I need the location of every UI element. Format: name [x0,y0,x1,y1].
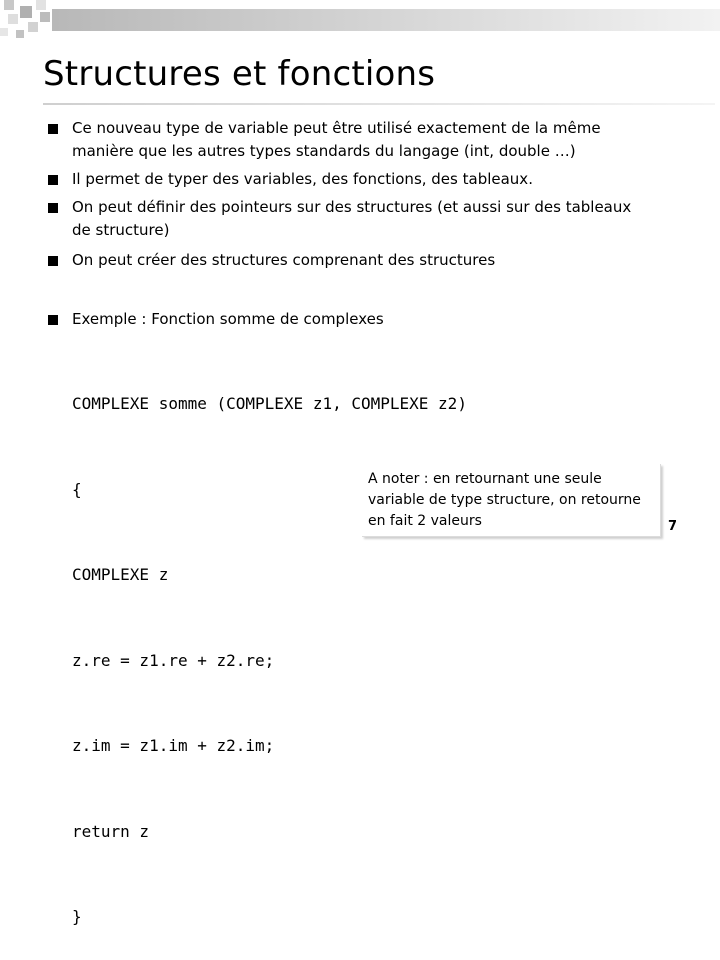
code-line: } [72,907,82,926]
bullet-text: On peut créer des structures comprenant des structures [72,251,496,269]
bullet-text: Ce nouveau type de variable peut être utilisé exactement de la même [72,119,601,137]
code-line: COMPLEXE z [72,565,169,584]
example-emphasis: somme [219,310,276,328]
bullet-text-continued: de structure) [72,221,170,239]
code-line: z.im = z1.im + z2.im; [72,736,275,755]
note-box [362,464,661,537]
code-line: COMPLEXE somme (COMPLEXE z1, COMPLEXE z2) [72,394,467,413]
title-divider [43,103,715,105]
bullet-marker [48,315,58,325]
bullet-text-example [72,308,384,330]
bullet-marker [48,124,58,134]
code-line: return z [72,821,150,841]
bullet-text-continued: manière que les autres types standards du langage (int, double …) [72,142,576,160]
example-prefix: Exemple : Fonction [72,310,220,328]
bullet-marker [48,203,58,213]
slide-title: Structures et fonctions [43,54,436,94]
note-text: A noter : en retournant une seule variable de type structure, on retourne en fait 2 valeurs [368,471,641,529]
bullet-marker [48,256,58,266]
code-line: { [72,479,82,499]
code-block [72,333,467,960]
decorative-header [0,0,720,40]
example-suffix: de complexes [275,310,384,328]
bullet-marker [48,175,58,185]
bullet-text: Il permet de typer des variables, des fonctions, des tableaux. [72,170,533,188]
code-line: z.re = z1.re + z2.re; [72,650,275,670]
bullet-text: On peut définir des pointeurs sur des structures (et aussi sur des tableaux [72,198,632,216]
page-number: 7 [668,519,678,534]
